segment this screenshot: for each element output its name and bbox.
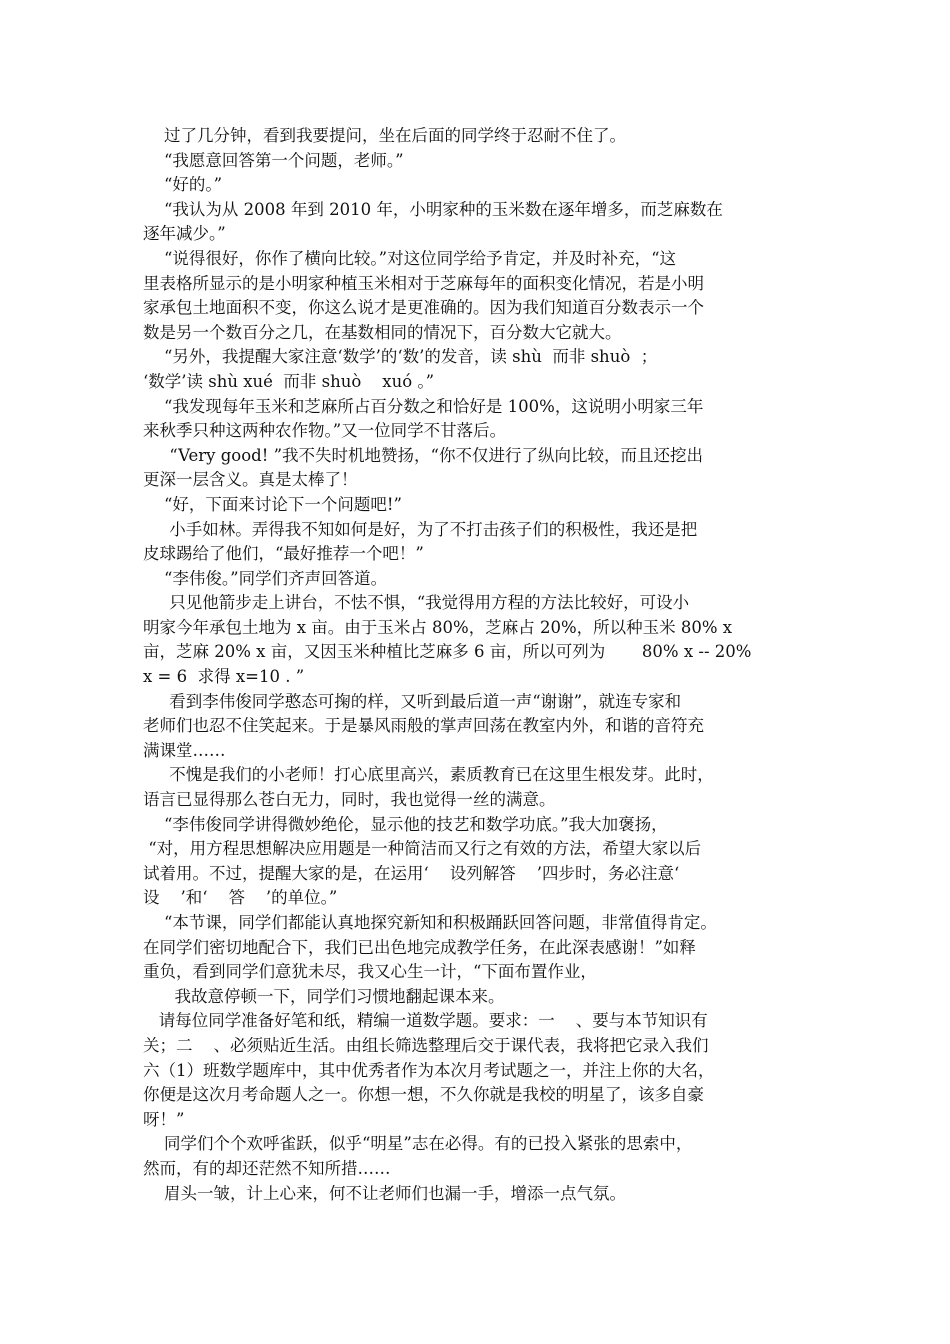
- text-line: 家承包土地面积不变，你这么说才是更准确的。因为我们知道百分数表示一个: [143, 298, 704, 318]
- text-line: 亩，芝麻 20% x 亩，又因玉米种植比芝麻多 6 亩，所以可列为 80% x -- 20%: [143, 642, 752, 662]
- text-line: “说得很好，你作了横向比较。”对这位同学给予肯定，并及时补充，“这: [143, 248, 677, 268]
- text-line: 眉头一皱，计上心来，何不让老师们也漏一手，增添一点气氛。: [143, 1183, 626, 1203]
- text-line: 呀！”: [143, 1109, 185, 1129]
- text-line: “Very good! ”我不失时机地赞扬，“你不仅进行了纵向比较，而且还挖出: [143, 445, 703, 465]
- text-line: x = 6 求得 x=10 . ”: [143, 667, 305, 687]
- text-line: 逐年减少。”: [143, 224, 226, 244]
- document-body: [143, 124, 823, 1206]
- text-line: “我认为从 2008 年到 2010 年，小明家种的玉米数在逐年增多，而芝麻数在: [143, 199, 723, 219]
- text-line: 满课堂……: [143, 740, 226, 760]
- text-line: “另外，我提醒大家注意‘数学’的‘数’的发音，读 shù 而非 shuò ；: [143, 347, 658, 367]
- text-line: “李伟俊同学讲得微妙绝伦，显示他的技艺和数学功底。”我大加褒扬，: [143, 814, 668, 834]
- text-line: 然而，有的却还茫然不知所措……: [143, 1158, 391, 1178]
- text-line: 我故意停顿一下，同学们习惯地翻起课本来。: [143, 986, 505, 1006]
- text-line: 里表格所显示的是小明家种植玉米相对于芝麻每年的面积变化情况，若是小明: [143, 273, 704, 293]
- text-line: 数是另一个数百分之几，在基数相同的情况下，百分数大它就大。: [143, 322, 622, 342]
- text-line: 六（1）班数学题库中，其中优秀者作为本次月考试题之一，并注上你的大名，: [143, 1060, 715, 1080]
- text-line: 同学们个个欢呼雀跃，似乎“明星”志在必得。有的已投入紧张的思索中，: [143, 1134, 693, 1154]
- text-line: 不愧是我们的小老师！打心底里高兴，素质教育已在这里生根发芽。此时，: [143, 765, 714, 785]
- text-line: 在同学们密切地配合下，我们已出色地完成教学任务，在此深表感谢！”如释: [143, 937, 696, 957]
- text-line: 明家今年承包土地为 x 亩。由于玉米占 80%，芝麻占 20%，所以种玉米 80% x: [143, 617, 733, 637]
- text-line: 关；二 、必须贴近生活。由组长筛选整理后交于课代表，我将把它录入我们: [143, 1035, 709, 1055]
- text-line: “好，下面来讨论下一个问题吧!”: [143, 494, 402, 514]
- text-line: 皮球踢给了他们，“最好推荐一个吧！”: [143, 544, 424, 564]
- text-line: “对，用方程思想解决应用题是一种简洁而又行之有效的方法，希望大家以后: [143, 839, 702, 859]
- text-line: 只见他箭步走上讲台，不怯不惧，“我觉得用方程的方法比较好，可设小: [143, 593, 690, 613]
- text-line: 老师们也忍不住笑起来。于是暴风雨般的掌声回荡在教室内外，和谐的音符充: [143, 716, 704, 736]
- text-line: ‘数学’读 shù xué 而非 shuò xuó 。”: [143, 371, 435, 391]
- text-line: 重负，看到同学们意犹未尽，我又心生一计，“下面布置作业，: [143, 962, 597, 982]
- text-line: 你便是这次月考命题人之一。你想一想，不久你就是我校的明星了，该多自豪: [143, 1085, 704, 1105]
- text-line: “好的。”: [143, 175, 223, 195]
- text-line: 设 ’和‘ 答 ’的单位。”: [143, 888, 338, 908]
- text-line: 来秋季只种这两种农作物。”又一位同学不甘落后。: [143, 421, 507, 441]
- text-line: “李伟俊。”同学们齐声回答道。: [143, 568, 388, 588]
- text-line: 小手如林。弄得我不知如何是好，为了不打击孩子们的积极性，我还是把: [143, 519, 698, 539]
- text-line: 请每位同学准备好笔和纸，精编一道数学题。要求：一 、要与本节知识有: [143, 1011, 708, 1031]
- text-line: 更深一层含义。真是太棒了！: [143, 470, 358, 490]
- text-line: 语言已显得那么苍白无力，同时，我也觉得一丝的满意。: [143, 790, 556, 810]
- text-line: “我愿意回答第一个问题，老师。”: [143, 150, 404, 170]
- text-line: 看到李伟俊同学憨态可掬的样，又听到最后道一声“谢谢”，就连专家和: [143, 691, 682, 711]
- text-line: “我发现每年玉米和芝麻所占百分数之和恰好是 100%，这说明小明家三年: [143, 396, 704, 416]
- text-line: 试着用。不过，提醒大家的是，在运用‘ 设列解答 ’四步时，务必注意‘: [143, 863, 680, 883]
- text-line: “本节课，同学们都能认真地探究新知和积极踊跃回答问题，非常值得肯定。: [143, 913, 717, 932]
- text-line: 过了几分钟，看到我要提问，坐在后面的同学终于忍耐不住了。: [143, 126, 626, 145]
